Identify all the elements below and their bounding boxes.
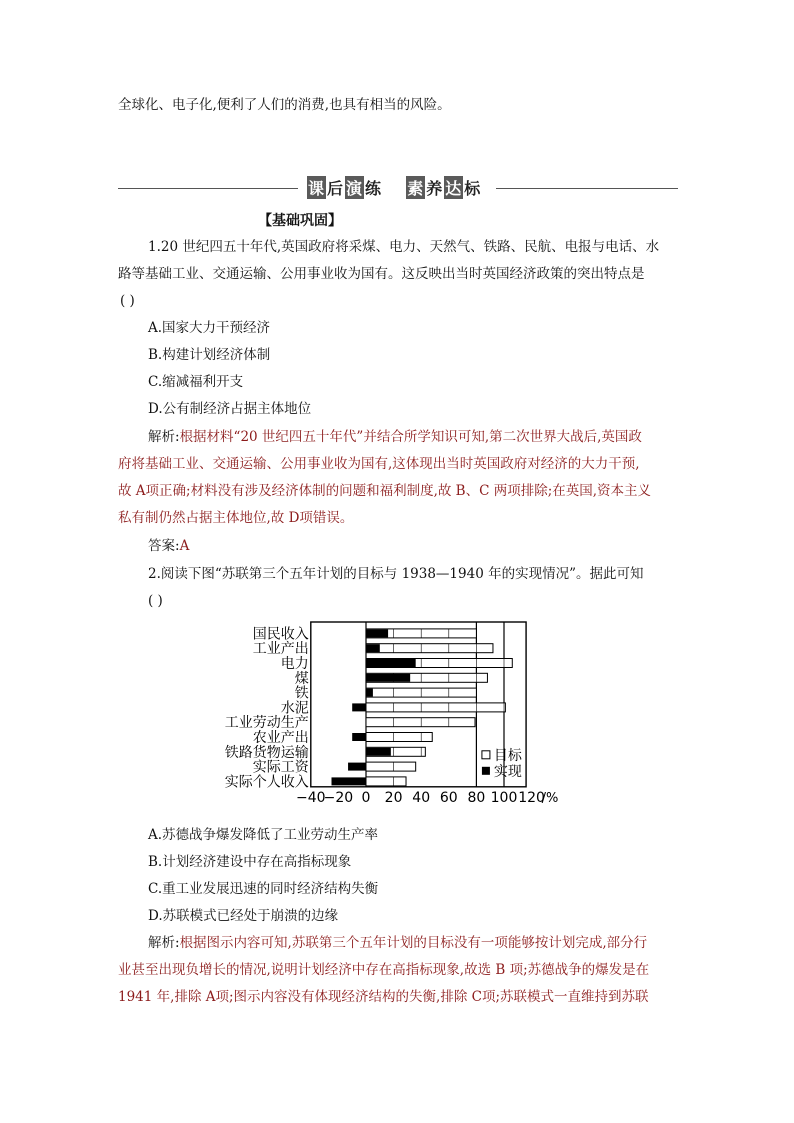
actual-bar: [366, 629, 388, 637]
header-right-rule: [496, 188, 678, 189]
x-tick-label: 100: [490, 789, 518, 806]
category-label: 工业劳动生产: [224, 715, 309, 732]
section-title: 【基础巩固】: [258, 213, 342, 229]
category-label: 铁: [294, 685, 309, 702]
target-bar: [366, 644, 493, 653]
q1-line1: 1.20 世纪四五十年代,英国政府将采煤、电力、天然气、铁路、民航、电报与电话、水: [148, 239, 660, 255]
x-tick-label: −40: [296, 789, 326, 806]
section-header: [118, 176, 678, 200]
header-left-rule: [118, 188, 298, 189]
category-label: 实际工资: [252, 759, 309, 776]
category-label: 电力: [280, 656, 309, 672]
actual-bar: [352, 703, 366, 711]
actual-bar: [366, 644, 380, 652]
q1-option-b: B.构建计划经济体制: [148, 347, 271, 363]
target-bar: [366, 777, 406, 786]
q2-option-a: A.苏德战争爆发降低了工业劳动生产率: [148, 827, 379, 843]
category-label: 工业产出: [252, 641, 309, 658]
q2-analysis-text1: 根据图示内容可知,苏联第三个五年计划的目标没有一项能够按计划完成,部分行: [179, 935, 648, 951]
legend-actual-swatch: [482, 767, 490, 775]
header-char-6: 养: [426, 179, 444, 198]
header-char-1: 课: [307, 176, 326, 199]
header-char-4: 练: [365, 179, 383, 198]
header-char-8: 标: [464, 179, 482, 198]
actual-bar: [352, 733, 366, 741]
header-char-7: 达: [444, 176, 463, 199]
q2-option-c: C.重工业发展迅速的同时经济结构失衡: [148, 881, 379, 897]
q2-analysis-label: 解析:: [148, 935, 180, 951]
category-label: 农业产出: [252, 730, 309, 746]
q1-analysis-line1: [148, 428, 642, 446]
q1-answer-label: 答案:: [148, 538, 180, 554]
actual-bar: [366, 674, 410, 682]
q1-paren: ( ): [120, 293, 135, 309]
bar-chart: [0, 612, 794, 822]
q1-analysis-line4: 私有制仍然占据主体地位,故 D项错误。: [118, 510, 354, 526]
q1-analysis-text1: 根据材料“20 世纪四五十年代”并结合所学知识可知,第二次世界大战后,英国政: [179, 429, 642, 445]
target-bar: [366, 703, 505, 712]
target-bar: [366, 762, 416, 771]
actual-bar: [332, 777, 367, 785]
header-char-5: 素: [406, 176, 425, 199]
header-char-2: 后: [327, 179, 345, 198]
q2-analysis-line3: 1941 年,排除 A项;图示内容没有体现经济结构的失衡,排除 C项;苏联模式一直维持到苏联: [118, 989, 649, 1005]
actual-bar: [366, 748, 391, 756]
target-bar: [366, 733, 432, 742]
category-label: 铁路货物运输: [224, 744, 309, 761]
actual-bar: [366, 689, 373, 697]
q1-option-c: C.缩减福利开支: [148, 374, 244, 390]
x-tick-label: 120: [518, 789, 545, 806]
q2-analysis-line1: [148, 934, 647, 952]
q1-analysis-label: 解析:: [148, 429, 180, 445]
actual-bar: [366, 659, 416, 667]
category-label: 实际个人收入: [224, 774, 309, 791]
target-bar: [366, 718, 475, 727]
q1-analysis-line2: 府将基础工业、交通运输、公用事业收为国有,这体现出当时英国政府对经济的大力干预,: [118, 456, 640, 472]
x-tick-label: 40: [412, 789, 431, 806]
category-label: 煤: [294, 670, 309, 687]
q2-paren: ( ): [148, 593, 163, 609]
x-tick-label: 0: [361, 789, 371, 806]
actual-bar: [348, 763, 366, 771]
legend-target-swatch: [482, 751, 490, 759]
x-tick-label: 60: [439, 789, 458, 806]
q1-analysis-line3: 故 A项正确;材料没有涉及经济体制的问题和福利制度,故 B、C 两项排除;在英国,资本主义: [118, 483, 652, 499]
legend-target-label: 目标: [493, 747, 522, 764]
x-tick-label: −20: [323, 789, 354, 806]
q2-option-b: B.计划经济建设中存在高指标现象: [148, 854, 352, 870]
q1-line2: 路等基础工业、交通运输、公用事业收为国有。这反映出当时英国经济政策的突出特点是: [118, 266, 645, 282]
top-text: 全球化、电子化,便利了人们的消费,也具有相当的风险。: [118, 97, 451, 113]
category-label: 国民收入: [252, 626, 309, 643]
q1-option-d: D.公有制经济占据主体地位: [148, 401, 312, 417]
q2-line1: 2.阅读下图“苏联第三个五年计划的目标与 1938—1940 年的实现情况”。据此可知: [148, 566, 644, 582]
header-char-3: 演: [345, 176, 364, 199]
category-label: 水泥: [280, 700, 309, 717]
x-tick-label: 20: [384, 789, 403, 806]
q2-analysis-line2: 业甚至出现负增长的情况,说明计划经济中存在高指标现象,故选 B 项;苏德战争的爆发是在: [118, 962, 650, 978]
x-unit-label: /%: [541, 790, 559, 806]
q1-answer-value: A: [179, 538, 190, 554]
legend-actual-label: 实现: [493, 763, 522, 780]
header-title: [306, 176, 481, 199]
q1-answer: [148, 537, 189, 555]
x-tick-label: 80: [467, 789, 486, 806]
q1-option-a: A.国家大力干预经济: [148, 320, 271, 336]
q2-option-d: D.苏联模式已经处于崩溃的边缘: [148, 908, 339, 924]
